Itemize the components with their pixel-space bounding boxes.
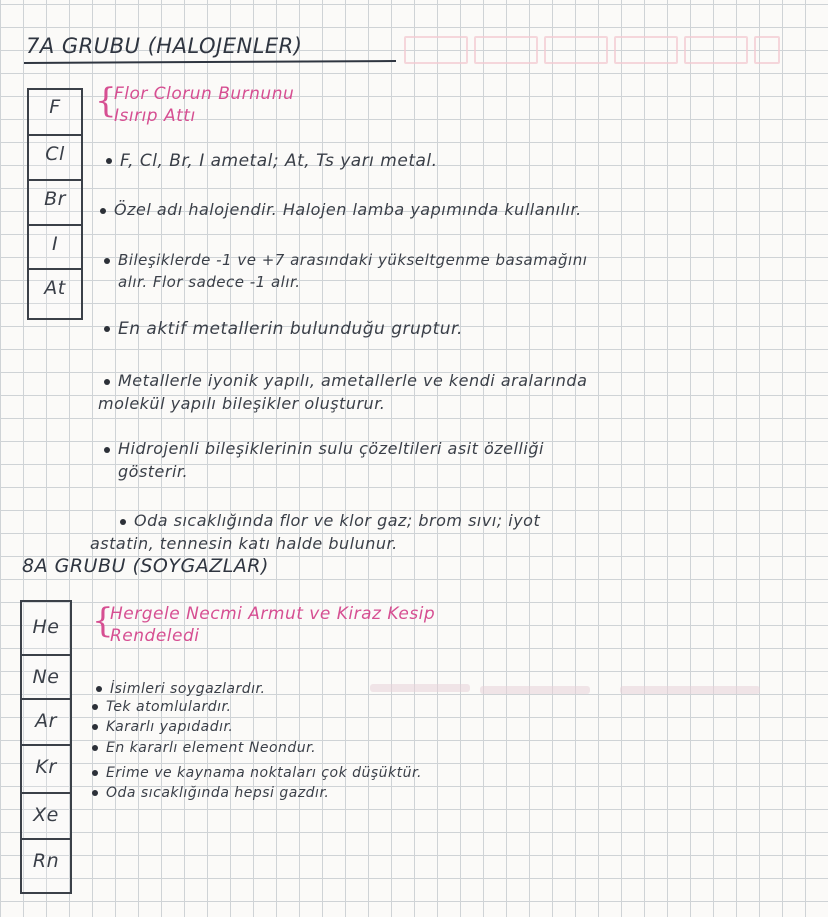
bullet-icon (104, 326, 110, 332)
faint-pink-box (754, 36, 780, 64)
bullet-icon (104, 447, 110, 453)
note-item (92, 700, 231, 715)
section-7a-title: 7A GRUBU (HALOJENLER) (26, 34, 303, 58)
note-item (104, 440, 544, 458)
bullet-icon (100, 208, 106, 214)
note-text: astatin, tennesin katı halde bulunur. (90, 534, 398, 553)
note-text: Tek atomlulardır. (106, 699, 232, 715)
curly-brace-icon: { (92, 601, 114, 641)
note-item (106, 152, 438, 172)
element-divider (22, 838, 70, 840)
note-item (104, 320, 463, 340)
note-text: Oda sıcaklığında hepsi gazdır. (106, 785, 330, 801)
mnemonic-line: Rendeledi (110, 626, 200, 646)
mnemonic-line: Hergele Necmi Armut ve Kiraz Kesip (110, 604, 436, 624)
element-divider (22, 744, 70, 746)
faint-scribble (480, 686, 590, 694)
note-text: Bileşiklerde -1 ve +7 arasındaki yükseltgenme basamağını (118, 251, 588, 269)
element-divider (22, 654, 70, 656)
bullet-icon (92, 724, 98, 730)
note-text: molekül yapılı bileşikler oluşturur. (98, 394, 386, 413)
faint-pink-box (474, 36, 538, 64)
element-symbol: Cl (45, 143, 65, 165)
bullet-icon (104, 379, 110, 385)
element-symbol: Ne (32, 666, 60, 688)
element-symbol: Ar (35, 710, 57, 732)
note-continuation (118, 274, 301, 291)
note-item (92, 741, 316, 756)
note-item (104, 372, 587, 390)
bullet-icon (92, 770, 98, 776)
note-text: Hidrojenli bileşiklerinin sulu çözeltileri asit özelliği (118, 439, 544, 458)
note-text: Erime ve kaynama noktaları çok düşüktür. (106, 765, 422, 781)
note-text: İsimleri soygazlardır. (110, 681, 266, 697)
bullet-icon (92, 704, 98, 710)
note-item (120, 512, 540, 530)
element-symbol: Br (44, 188, 66, 210)
note-item (100, 201, 582, 219)
mnemonic-line: Flor Clorun Burnunu (114, 84, 295, 104)
note-item (92, 766, 422, 781)
element-column-8a (20, 600, 72, 894)
bullet-icon (120, 519, 126, 525)
bullet-icon (96, 686, 102, 692)
element-column-7a (27, 88, 83, 320)
note-continuation (118, 463, 188, 481)
mnemonic-line: Isırıp Attı (114, 106, 196, 126)
note-text: Metallerle iyonik yapılı, ametallerle ve kendi aralarında (118, 371, 588, 390)
faint-pink-box (684, 36, 748, 64)
note-text: alır. Flor sadece -1 alır. (118, 273, 301, 291)
note-continuation (90, 535, 398, 553)
faint-pink-box (404, 36, 468, 64)
title-underline (24, 60, 396, 64)
note-item (92, 786, 329, 801)
faint-pink-box (614, 36, 678, 64)
note-text: Oda sıcaklığında flor ve klor gaz; brom sıvı; iyot (134, 511, 541, 530)
element-symbol: I (51, 233, 59, 255)
note-item (92, 720, 233, 735)
section-8a-title: 8A GRUBU (SOYGAZLAR) (22, 555, 269, 577)
faint-scribble (370, 684, 470, 692)
note-text: F, Cl, Br, I ametal; At, Ts yarı metal. (120, 151, 438, 171)
bullet-icon (104, 258, 110, 264)
faint-pink-box (544, 36, 608, 64)
element-symbol: Rn (32, 850, 60, 872)
note-item (96, 682, 265, 697)
faint-scribble (620, 686, 760, 694)
note-item (104, 252, 587, 269)
element-divider (22, 698, 70, 700)
element-symbol: Kr (35, 756, 57, 778)
note-text: En aktif metallerin bulunduğu gruptur. (118, 319, 463, 339)
bullet-icon (92, 745, 98, 751)
bullet-icon (106, 158, 112, 164)
element-symbol: At (44, 277, 66, 299)
element-symbol: F (49, 96, 61, 118)
element-divider (22, 792, 70, 794)
note-text: En kararlı element Neondur. (106, 740, 317, 756)
curly-brace-icon: { (95, 81, 117, 121)
element-symbol: Xe (33, 804, 59, 826)
element-symbol: He (32, 616, 60, 638)
note-text: Özel adı halojendir. Halojen lamba yapımında kullanılır. (114, 200, 582, 219)
bullet-icon (92, 790, 98, 796)
note-text: gösterir. (118, 462, 189, 481)
note-text: Kararlı yapıdadır. (106, 719, 234, 735)
note-continuation (98, 395, 385, 413)
element-divider (29, 224, 81, 226)
element-divider (29, 179, 81, 181)
element-divider (29, 134, 81, 136)
element-divider (29, 268, 81, 270)
